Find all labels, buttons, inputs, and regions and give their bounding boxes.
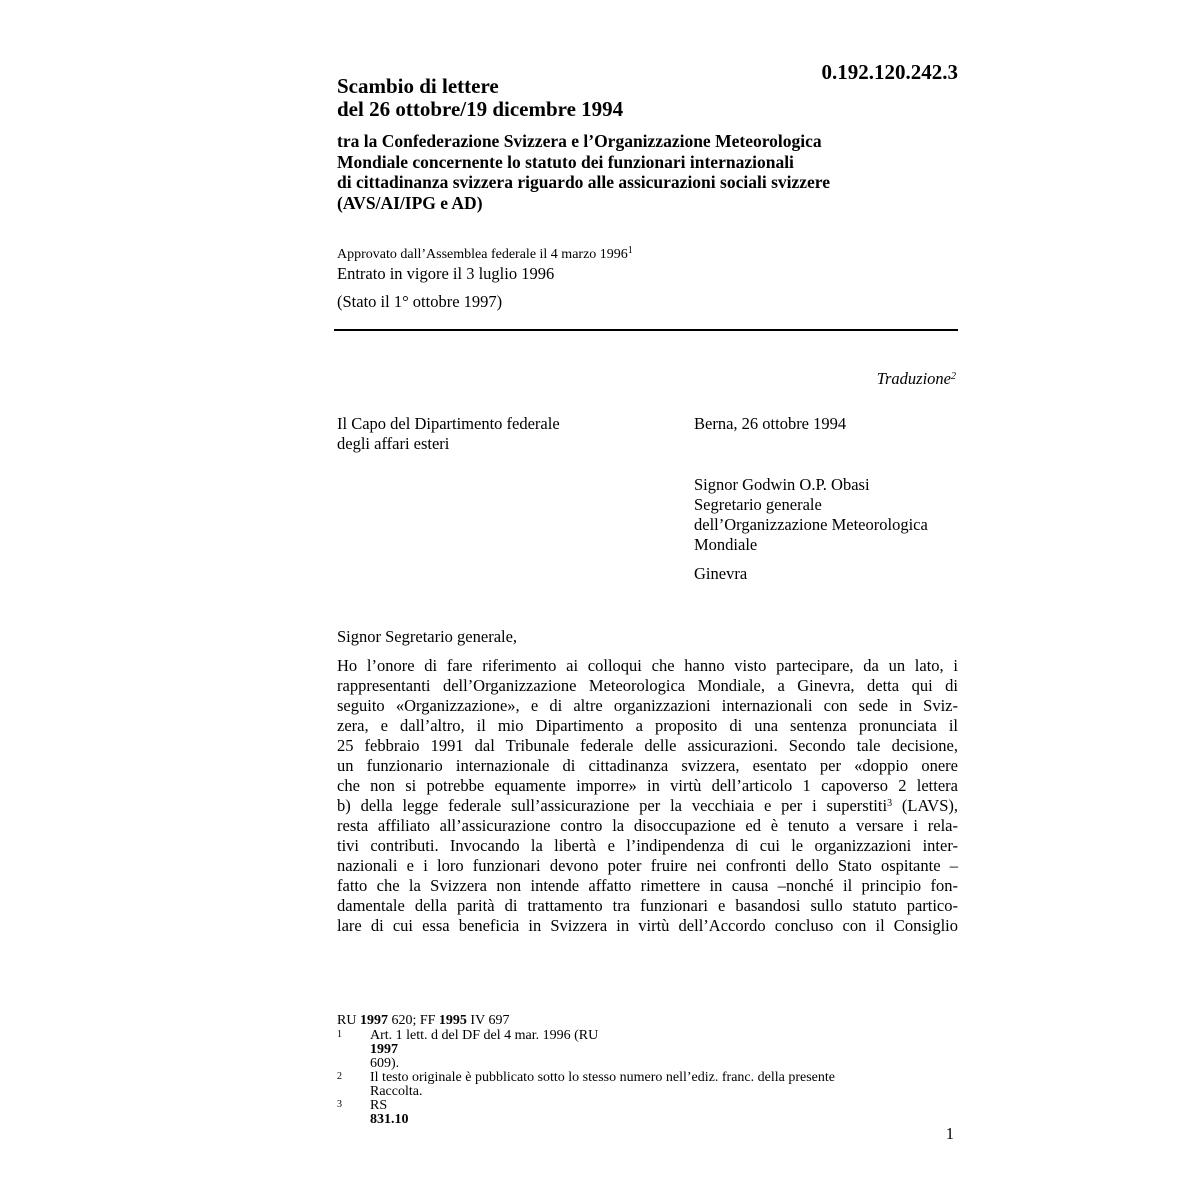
body-line: zera, e dall’altro, il mio Dipartimento a proposito di una sentenza pronunciata il <box>337 716 958 735</box>
footnote-ref[interactable]: 1 <box>627 245 633 256</box>
footnote-number: 1 <box>337 1029 342 1040</box>
document-title <box>337 75 623 121</box>
title-line: Scambio di lettere <box>337 74 499 98</box>
addressee-line: dell’Organizzazione Meteorologica <box>694 515 928 534</box>
document-subtitle <box>337 131 830 213</box>
ref-text: IV 697 <box>466 1013 510 1028</box>
subtitle-line: di cittadinanza svizzera riguardo alle assicurazioni sociali svizzere <box>337 172 831 192</box>
footnote-number: 2 <box>337 1071 342 1082</box>
body-line: Ho l’onore di fare riferimento ai colloqui che hanno visto partecipare, da un lato, i <box>337 656 958 675</box>
title-line: del 26 ottobre/19 dicembre 1994 <box>337 97 624 121</box>
footnote-number: 3 <box>337 1099 342 1110</box>
ref-text: 620; FF <box>387 1013 439 1028</box>
ref-year: 1997 <box>359 1013 388 1028</box>
footnote-line: Il testo originale è pubblicato sotto lo stesso numero nell’ediz. franc. della presente <box>370 1070 835 1085</box>
footnote-segment: 609). <box>370 1056 400 1071</box>
subtitle-line: Mondiale concernente lo statuto dei funzionari internazionali <box>337 151 794 172</box>
footnote-item <box>337 1071 937 1099</box>
addressee-line: Signor Godwin O.P. Obasi <box>694 475 870 494</box>
footnote-ref[interactable]: 2 <box>951 371 956 382</box>
footnote-line: Raccolta. <box>370 1084 423 1099</box>
body-line: un funzionario internazionale di cittadinanza svizzera, esentato per «doppio onere <box>337 756 958 775</box>
publication-reference <box>337 1012 937 1029</box>
footnote-ref[interactable]: 3 <box>887 798 893 809</box>
letter-sender <box>337 414 560 454</box>
sr-number: 0.192.120.242.3 <box>821 60 958 84</box>
body-line: fatto che la Svizzera non intende affatto rimettere in causa –nonché il principio fon- <box>337 876 958 895</box>
body-line: 25 febbraio 1991 dal Tribunale federale delle assicurazioni. Secondo tale decisione, <box>337 736 958 755</box>
body-line: rappresentanti dell’Organizzazione Meteorologica Mondiale, a Ginevra, detta qui di <box>337 676 958 695</box>
footnote-text <box>370 1029 598 1071</box>
footnote-line <box>370 1099 409 1127</box>
sender-line: Il Capo del Dipartimento federale <box>337 414 560 433</box>
approval-note <box>337 246 633 264</box>
body-line-with-footnote <box>337 796 958 816</box>
subtitle-line: (AVS/AI/IPG e AD) <box>337 192 483 213</box>
approval-text: Approvato dall’Assemblea federale il 4 marzo 1996 <box>337 247 628 262</box>
footnote-segment: Art. 1 lett. d del DF del 4 mar. 1996 (RU <box>370 1028 599 1043</box>
translation-label: Traduzione <box>876 369 951 388</box>
footnote-item <box>337 1099 937 1127</box>
page-number: 1 <box>945 1124 954 1143</box>
letter-salutation: Signor Segretario generale, <box>337 627 518 646</box>
document-meta <box>337 246 633 312</box>
letter-body <box>337 656 958 936</box>
footnote-item <box>337 1029 937 1071</box>
body-line: che non si potrebbe equamente imporre» in virtù dell’articolo 1 capoverso 2 lettera <box>337 776 958 795</box>
footnotes <box>337 1012 937 1127</box>
addressee-line: Mondiale <box>694 535 758 554</box>
body-line: tivi contributi. Invocando la libertà e l’indipendenza di cui le organizzazioni inter- <box>337 836 958 855</box>
sender-line: degli affari esteri <box>337 434 450 453</box>
body-line: damentale della parità di trattamento tra funzionari e basandosi sullo statuto partico- <box>337 896 958 915</box>
body-line-text: b) della legge federale sull’assicurazione per la vecchiaia e per i superstiti <box>337 796 888 815</box>
footnote-bold: 1997 <box>370 1042 398 1057</box>
footnote-bold: 831.10 <box>370 1112 409 1127</box>
header-divider <box>334 329 958 331</box>
translation-note <box>780 369 956 389</box>
footnote-text <box>370 1099 409 1127</box>
body-line: resta affiliato all’assicurazione contro la disoccupazione ed è tenuto a versare i rela- <box>337 816 958 835</box>
subtitle-line: tra la Confederazione Svizzera e l’Organizzazione Meteorologica <box>337 131 822 151</box>
body-line: lare di cui essa beneficia in Svizzera in virtù dell’Accordo concluso con il Consiglio <box>337 916 958 935</box>
ref-text: RU <box>337 1013 360 1028</box>
status-date: (Stato il 1° ottobre 1997) <box>337 292 503 311</box>
letter-date: Berna, 26 ottobre 1994 <box>694 414 847 433</box>
addressee-line: Segretario generale <box>694 495 822 514</box>
letter-addressee <box>694 475 928 584</box>
entry-into-force: Entrato in vigore il 3 luglio 1996 <box>337 264 555 283</box>
body-line: seguito «Organizzazione», e di altre organizzazioni internazionali con sede in Sviz- <box>337 696 958 715</box>
body-line: nazionali e i loro funzionari devono poter fruire nei confronti dello Stato ospitante – <box>337 856 958 875</box>
ref-year: 1995 <box>438 1013 467 1028</box>
body-line-tail: (LAVS), <box>892 796 958 815</box>
addressee-city: Ginevra <box>694 564 748 583</box>
footnote-segment: RS <box>370 1098 388 1113</box>
footnote-line <box>370 1029 598 1071</box>
footnote-text <box>370 1071 835 1099</box>
